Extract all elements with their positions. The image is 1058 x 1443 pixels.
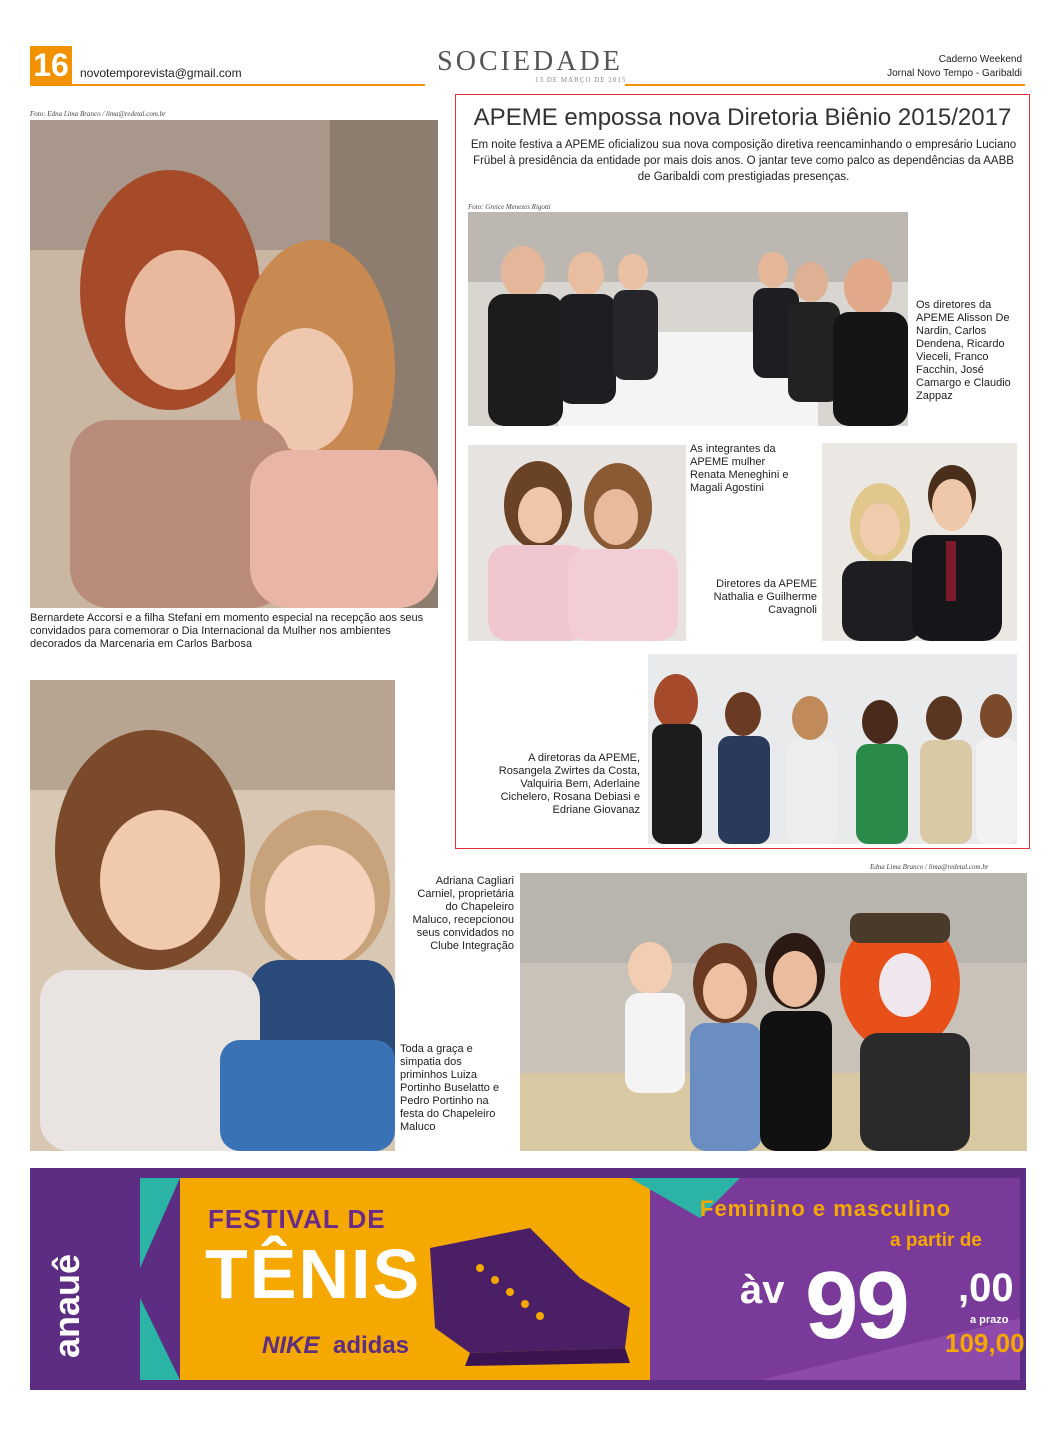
- adidas-logo: adidas: [333, 1332, 410, 1359]
- ad-from-text: a partir de: [890, 1230, 982, 1251]
- ad-price-cents: ,00: [958, 1266, 1014, 1310]
- brand-name: anauê: [46, 1253, 87, 1358]
- article-headline: APEME empossa nova Diretoria Biênio 2015/2017: [473, 104, 1012, 131]
- photo-caption: As integrantes da APEME mulher Renata Meneghini e Magali Agostini: [690, 443, 789, 494]
- ad-cash-label: àv: [740, 1268, 785, 1312]
- photo-cousins: [30, 680, 395, 1151]
- photo-chapeleiro-party: [520, 873, 1027, 1151]
- photo-caption: A diretoras da APEME, Rosangela Zwirtes da Costa, Valquiria Bem, Aderlaine Cichelero, Rosana Debiasi e Edriane Giovanaz: [498, 752, 640, 816]
- photo-credit: Edna Lima Branco / lima@redetal.com.br: [870, 863, 989, 871]
- photo-credit: Foto: Edna Lima Branco / lima@redetal.com.br: [30, 110, 166, 118]
- photo-mother-daughter: [30, 120, 438, 608]
- photo-caption: Adriana Cagliari Carniel, proprietária do Chapeleiro Maluco, recepcionou seus convidados no Clube Integração: [412, 875, 514, 952]
- photo-caption: Diretores da APEME Nathalia e Guilherme Cavagnoli: [713, 578, 817, 616]
- header-rule-left: [30, 84, 425, 86]
- photo-caption: Bernardete Accorsi e a filha Stefani em momento especial na recepção aos seus convidados para comemorar o Dia Internacional da Mulher nos ambientes decorados da Marcenaria em Carlos Barbosa: [30, 612, 424, 650]
- ad-tenis-text: TÊNIS: [205, 1235, 422, 1313]
- photo-caption: Os diretores da APEME Alisson De Nardin, Carlos Dendena, Ricardo Vieceli, Franco Facchin, José Camargo e Claudio Zappaz: [916, 299, 1011, 402]
- issue-date: 13 DE MARÇO DE 2015: [535, 76, 627, 84]
- section-title: SOCIEDADE: [437, 46, 623, 77]
- article-lead: Em noite festiva a APEME oficializou sua nova composição diretiva reencaminhando o empresário Luciano Frübel à presidência da entidade por mais dois anos. O jantar teve como palco as dependências da AABB de Garibaldi com prestigiadas presenças.: [470, 139, 1017, 183]
- ad-gender-text: Feminino e masculino: [700, 1196, 952, 1221]
- ad-installment-label: a prazo: [970, 1314, 1009, 1326]
- photo-apeme-women: [468, 445, 686, 641]
- publication-name: Caderno Weekend: [938, 54, 1022, 65]
- photo-caption: Toda a graça e simpatia dos priminhos Luiza Portinho Buselatto e Pedro Portinho na festa do Chapeleiro Maluco: [400, 1043, 500, 1133]
- header-rule-right: [625, 84, 1025, 86]
- page-number: 16: [30, 46, 72, 84]
- header-email: novotemporevista@gmail.com: [80, 66, 242, 80]
- ad-installment-price: 109,00: [945, 1328, 1025, 1358]
- photo-credit: Foto: Greice Menezes Rigotti: [468, 203, 551, 211]
- photo-apeme-directors-women: [648, 654, 1017, 844]
- photo-couple: [822, 443, 1017, 641]
- photo-directors-dinner: [468, 212, 908, 426]
- publication-location: Jornal Novo Tempo - Garibaldi: [887, 68, 1022, 79]
- sneaker-icon: [410, 1218, 640, 1368]
- advertisement-banner[interactable]: [30, 1168, 1026, 1390]
- anaue-logo: [38, 1208, 98, 1358]
- ad-festival-text: FESTIVAL DE: [208, 1204, 386, 1234]
- nike-logo: NIKE: [262, 1332, 320, 1359]
- ad-price: 99: [805, 1252, 908, 1359]
